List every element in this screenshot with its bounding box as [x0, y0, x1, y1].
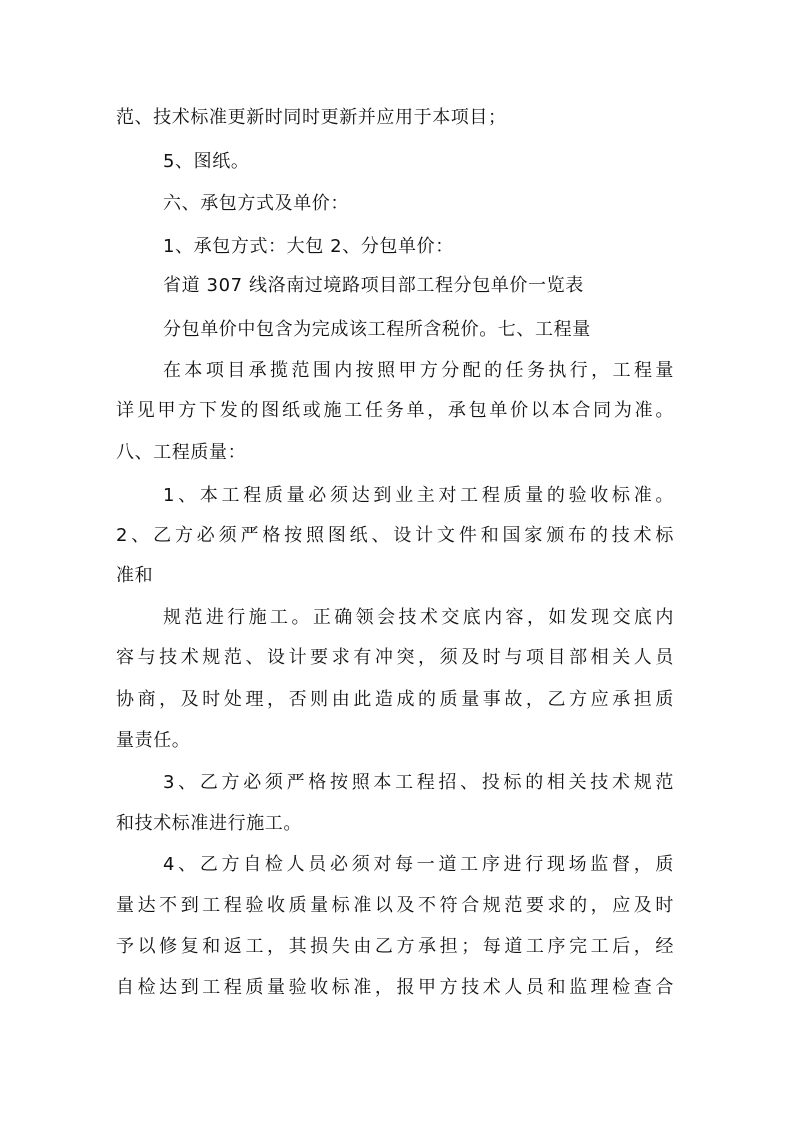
text-line: 1、承包方式：大包 2、分包单价：	[163, 236, 454, 257]
text-line: 协商，及时处理，否则由此造成的质量事故，乙方应承担质	[116, 689, 674, 710]
text-line: 予以修复和返工，其损失由乙方承担；每道工序完工后，经	[116, 936, 674, 957]
text-line: 3、乙方必须严格按照本工程招、投标的相关技术规范	[163, 772, 674, 793]
text-line: 准和	[116, 565, 154, 586]
text-line: 在本项目承揽范围内按照甲方分配的任务执行，工程量	[163, 360, 674, 381]
text-line: 规范进行施工。正确领会技术交底内容，如发现交底内	[163, 607, 674, 628]
text-line: 2、乙方必须严格按照图纸、设计文件和国家颁布的技术标	[116, 525, 674, 546]
text-line: 分包单价中包含为完成该工程所含税价。七、工程量	[163, 319, 591, 340]
text-line: 和技术标准进行施工。	[116, 813, 302, 834]
text-line: 5、图纸。	[163, 151, 250, 172]
text-line: 自检达到工程质量验收标准，报甲方技术人员和监理检查合	[116, 977, 674, 998]
text-line: 范、技术标准更新时同时更新并应用于本项目；	[116, 107, 507, 128]
text-line: 量达不到工程验收质量标准以及不符合规范要求的，应及时	[116, 895, 674, 916]
section-heading: 八、工程质量：	[116, 442, 247, 463]
text-line: 1、本工程质量必须达到业主对工程质量的验收标准。	[163, 485, 674, 506]
text-line: 量责任。	[116, 730, 191, 751]
text-line: 省道 307 线洛南过境路项目部工程分包单价一览表	[163, 275, 584, 296]
text-line: 详见甲方下发的图纸或施工任务单，承包单价以本合同为准。	[116, 400, 674, 421]
text-line: 4、乙方自检人员必须对每一道工序进行现场监督，质	[163, 854, 674, 875]
section-heading: 六、承包方式及单价：	[163, 193, 349, 214]
text-line: 容与技术规范、设计要求有冲突，须及时与项目部相关人员	[116, 647, 674, 668]
